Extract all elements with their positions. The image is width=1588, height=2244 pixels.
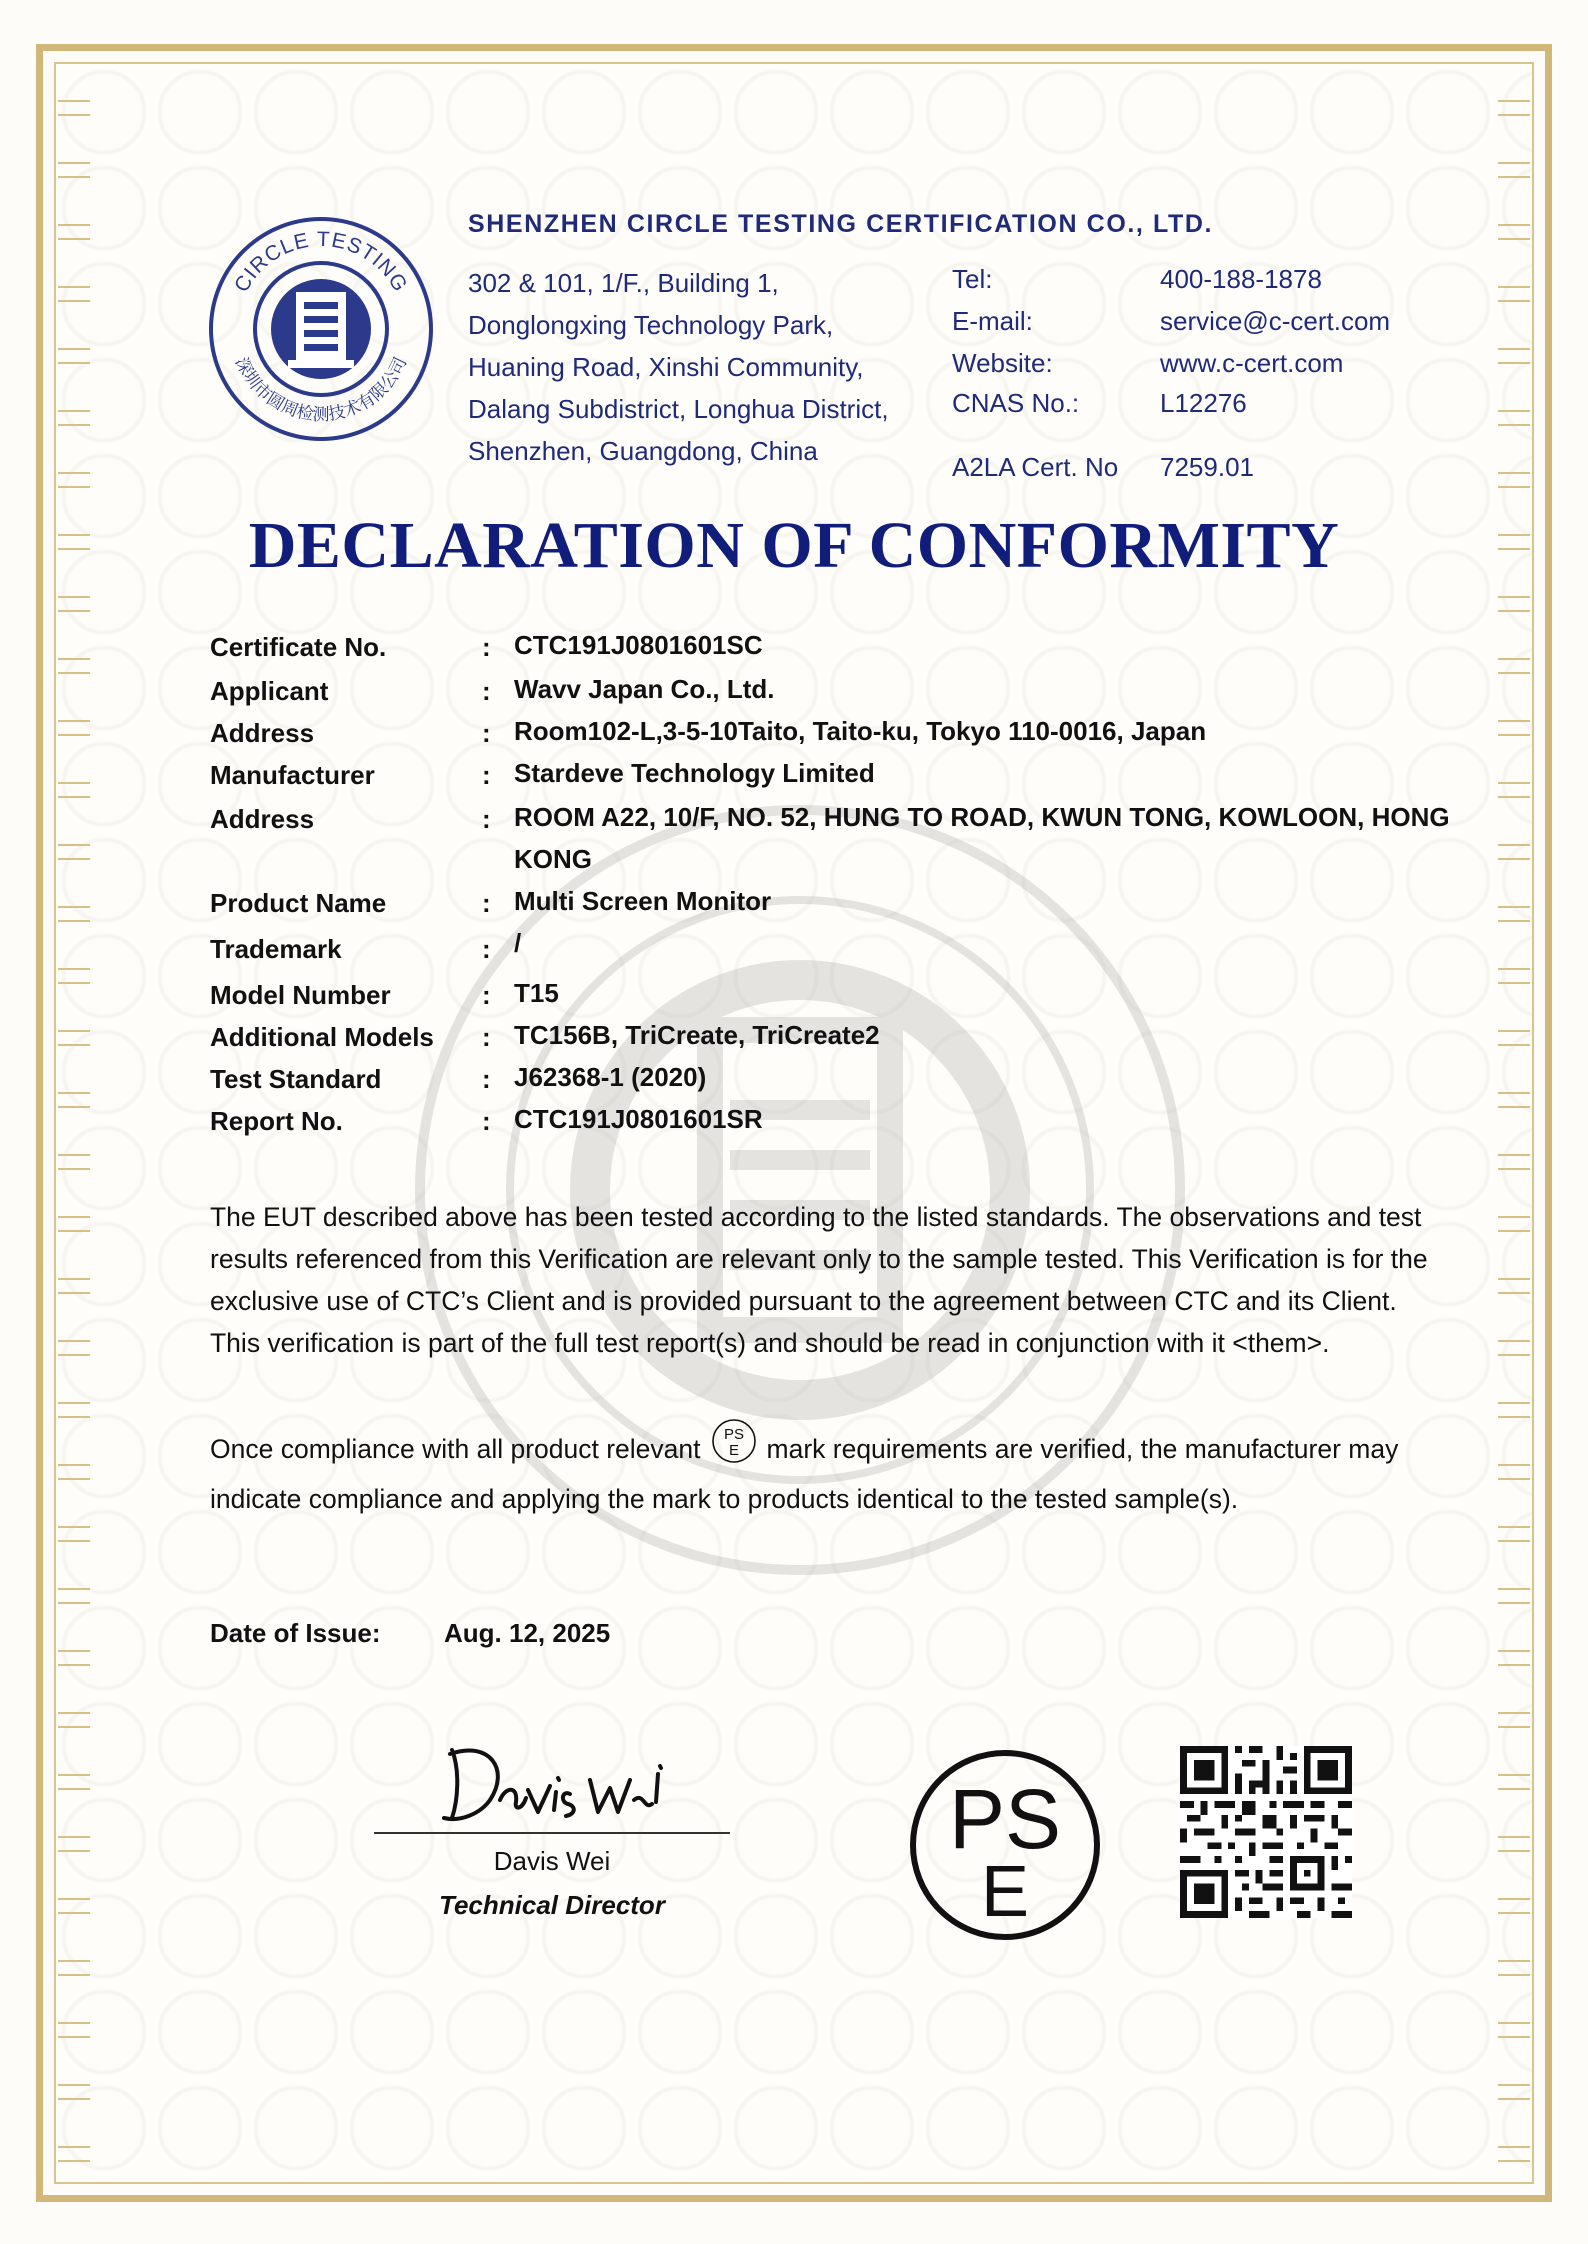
detail-colon: : [482, 760, 491, 790]
detail-value: J62368-1 (2020) [514, 1062, 707, 1092]
pse-inline-icon [711, 1418, 757, 1464]
document-title: DECLARATION OF CONFORMITY [248, 509, 1340, 582]
detail-value: Wavv Japan Co., Ltd. [514, 674, 775, 704]
date-of-issue-label: Date of Issue: [210, 1618, 381, 1648]
detail-value: TC156B, TriCreate, TriCreate2 [514, 1020, 880, 1050]
detail-label: Applicant [210, 676, 329, 706]
detail-colon: : [482, 676, 491, 706]
detail-label: Manufacturer [210, 760, 375, 790]
detail-label: Additional Models [210, 1022, 434, 1052]
statement-paragraph: The EUT described above has been tested according to the listed standards. The observations and test results referenced from this Verification are relevant only to the sample tested. This Verification is for the exclusive use of CTC’s Client and is provided pursuant to the agreement between CTC and its Client. This verification is part of the full test report(s) and should be read in conjunction with it <them>. [210, 1202, 1428, 1358]
address-line: Shenzhen, Guangdong, China [468, 436, 818, 466]
handwritten-signature [430, 1730, 670, 1830]
detail-label: Model Number [210, 980, 391, 1010]
detail-colon: : [482, 1064, 491, 1094]
detail-value: CTC191J0801601SR [514, 1104, 763, 1134]
website-value: www.c-cert.com [1160, 348, 1344, 378]
address-line: Dalang Subdistrict, Longhua District, [468, 394, 889, 424]
tel-label: Tel: [952, 264, 993, 294]
pse-mark [908, 1748, 1102, 1942]
a2la-label: A2LA Cert. No [952, 452, 1119, 482]
cnas-label: CNAS No.: [952, 388, 1080, 418]
logo-text-top: CIRCLE TESTING [230, 227, 412, 297]
signature-line [374, 1832, 730, 1834]
detail-value: Room102-L,3-5-10Taito, Taito-ku, Tokyo 110-0016, Japan [514, 716, 1207, 746]
detail-value: CTC191J0801601SC [514, 630, 763, 660]
detail-colon: : [482, 934, 491, 964]
detail-colon: : [482, 718, 491, 748]
pse-inline-bottom: E [728, 1442, 739, 1459]
detail-value: T15 [514, 978, 559, 1008]
website-label: Website: [952, 348, 1053, 378]
cnas-value: L12276 [1160, 388, 1247, 418]
date-of-issue-value: Aug. 12, 2025 [444, 1618, 611, 1648]
email-label: E-mail: [952, 306, 1033, 336]
detail-value: ROOM A22, 10/F, NO. 52, HUNG TO ROAD, KWUN TONG, KOWLOON, HONG KONG [514, 802, 1450, 874]
detail-label: Product Name [210, 888, 387, 918]
detail-value: Stardeve Technology Limited [514, 758, 875, 788]
email-value: service@c-cert.com [1160, 306, 1391, 336]
company-name: SHENZHEN CIRCLE TESTING CERTIFICATION CO., LTD. [468, 210, 1214, 238]
compliance-text-before: Once compliance with all product relevant [210, 1434, 701, 1464]
signer-name: Davis Wei [493, 1846, 611, 1876]
address-line: 302 & 101, 1/F., Building 1, [468, 268, 779, 298]
address-line: Donglongxing Technology Park, [468, 310, 834, 340]
detail-label: Report No. [210, 1106, 343, 1136]
detail-label: Certificate No. [210, 632, 387, 662]
detail-colon: : [482, 804, 491, 834]
pse-mark-top: PS [948, 1772, 1062, 1866]
detail-value: Multi Screen Monitor [514, 886, 772, 916]
detail-label: Trademark [210, 934, 342, 964]
pse-inline-top: PS [723, 1426, 744, 1443]
signer-title: Technical Director [439, 1890, 665, 1920]
detail-colon: : [482, 1022, 491, 1052]
tel-value: 400-188-1878 [1160, 264, 1322, 294]
detail-label: Address [210, 804, 315, 834]
a2la-value: 7259.01 [1160, 452, 1254, 482]
detail-value: / [514, 928, 522, 958]
company-logo [208, 216, 434, 442]
detail-colon: : [482, 980, 491, 1010]
detail-label: Test Standard [210, 1064, 382, 1094]
company-address [468, 262, 938, 472]
detail-colon: : [482, 632, 491, 662]
compliance-paragraph [210, 1418, 1450, 1524]
right-border-ornament [1498, 70, 1530, 2174]
logo-text-bottom: 深圳市圆周检测技术有限公司 [230, 354, 412, 425]
detail-label: Address [210, 718, 315, 748]
detail-colon: : [482, 1106, 491, 1136]
compliance-text-after: mark requirements are verified, the manufacturer may indicate compliance and applying the mark to products identical to the tested sample(s). [210, 1434, 1399, 1514]
qr-code [1180, 1746, 1352, 1918]
detail-colon: : [482, 888, 491, 918]
pse-mark-bottom: E [980, 1852, 1030, 1932]
address-line: Huaning Road, Xinshi Community, [468, 352, 864, 382]
left-border-ornament [58, 70, 90, 2174]
